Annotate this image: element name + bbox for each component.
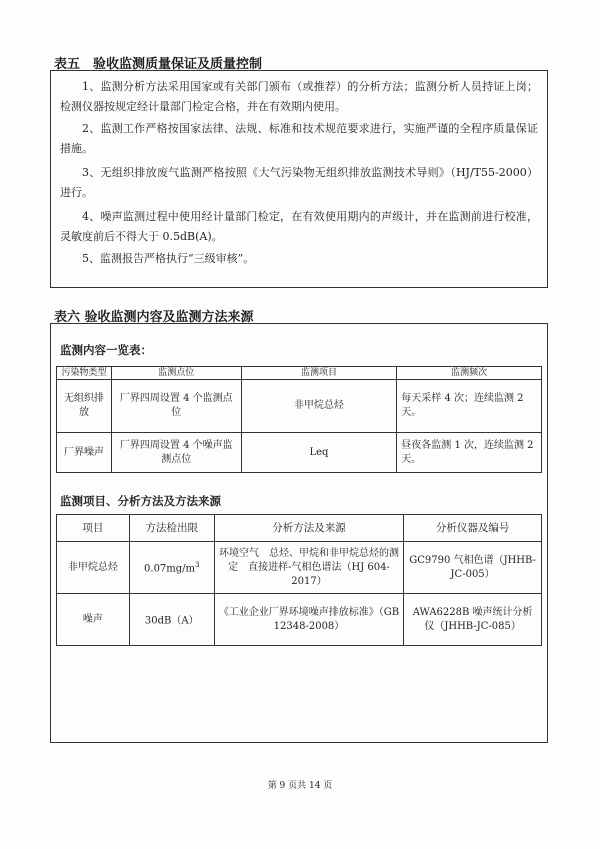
header-cell: 监测项目 (241, 367, 397, 380)
table-cell: 厂界噪声 (57, 433, 112, 473)
limit-superscript: 3 (195, 561, 200, 570)
table-header-row (57, 367, 542, 380)
table-cell: GC9790 气相色谱（JHHB-JC-005） (404, 542, 542, 594)
header-cell: 方法检出限 (129, 515, 214, 542)
table-cell (129, 542, 214, 594)
header-cell: 监测点位 (111, 367, 241, 380)
analysis-method-table (56, 514, 542, 646)
monitoring-content-table (56, 366, 542, 473)
table-cell: 厂界四周设置 4 个噪声监测点位 (111, 433, 241, 473)
header-cell: 分析方法及来源 (214, 515, 404, 542)
page-number: 第 9 页共 14 页 (267, 781, 333, 791)
section5-title: 表五 验收监测质量保证及质量控制 (54, 57, 263, 72)
qc-item-4: 4、噪声监测过程中使用经计量部门检定，在有效使用期内的声级计，并在监测前进行校准，灵敏度前后不得大于 0.5dB(A)。 (60, 210, 538, 243)
table-row (57, 433, 542, 473)
content-heading: 监测内容一览表： (60, 343, 152, 357)
qc-item-1: 1、监测分析方法采用国家或有关部门颁布（或推荐）的分析方法；监测分析人员持证上岗；检测仪器按规定经计量部门检定合格，并在有效期内使用。 (60, 80, 538, 113)
table-cell: 每天采样 4 次；连续监测 2 天。 (397, 380, 542, 433)
table-cell: 噪声 (57, 594, 130, 646)
table-row (57, 380, 542, 433)
table-cell: 《工业企业厂界环境噪声排放标准》（GB 12348-2008） (214, 594, 404, 646)
limit-value: 0.07mg/m (144, 563, 196, 575)
header-cell: 污染物类型 (57, 367, 112, 380)
table-cell: Leq (241, 433, 397, 473)
table-cell: 昼夜各监测 1 次，连续监测 2 天。 (397, 433, 542, 473)
qc-item-5: 5、监测报告严格执行“三级审核”。 (82, 252, 255, 265)
header-cell: 分析仪器及编号 (404, 515, 542, 542)
qc-item-3: 3、无组织排放废气监测严格按照《大气污染物无组织排放监测技术导则》（HJ/T55-2000）进行。 (60, 166, 538, 199)
section6-title: 表六 验收监测内容及监测方法来源 (54, 310, 254, 325)
table-cell: AWA6228B 噪声统计分析仪（JHHB-JC-085） (404, 594, 542, 646)
table-cell: 非甲烷总烃 (57, 542, 130, 594)
limit-value: 30dB（A） (144, 615, 199, 627)
method-heading: 监测项目、分析方法及方法来源 (60, 494, 221, 508)
header-cell: 项目 (57, 515, 130, 542)
table-cell: 非甲烷总烃 (241, 380, 397, 433)
table-header-row (57, 515, 542, 542)
table-cell (129, 594, 214, 646)
table-row (57, 542, 542, 594)
table-cell: 环境空气 总烃、甲烷和非甲烷总烃的测定 直接进样-气相色谱法（HJ 604-2017） (214, 542, 404, 594)
header-cell: 监测频次 (397, 367, 542, 380)
table-row (57, 594, 542, 646)
qc-item-2: 2、监测工作严格按国家法律、法规、标准和技术规范要求进行，实施严谨的全程序质量保证措施。 (60, 122, 538, 155)
table-cell: 厂界四周设置 4 个监测点位 (111, 380, 241, 433)
table-cell: 无组织排放 (57, 380, 112, 433)
